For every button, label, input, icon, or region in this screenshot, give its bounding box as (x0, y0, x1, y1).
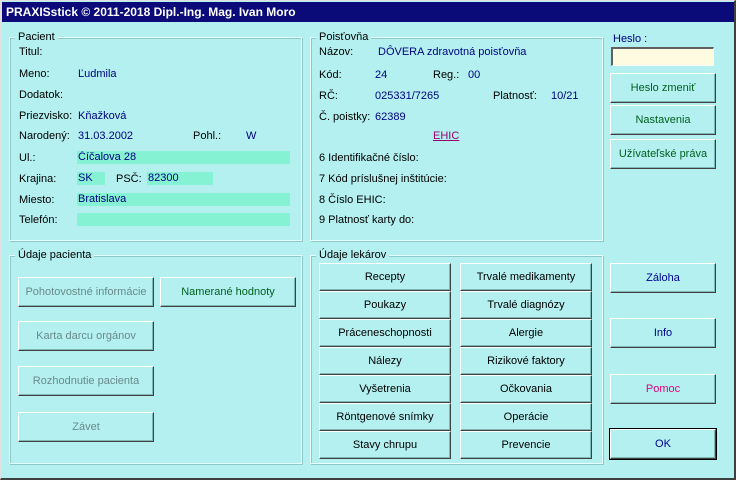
change-password-button[interactable]: Heslo zmeniť (610, 73, 716, 103)
insurer-code-value: 24 (375, 69, 388, 81)
policy-label: Č. poistky: (319, 111, 371, 123)
birth-label: Narodený: (19, 130, 70, 142)
dental-status-button[interactable]: Stavy chrupu (319, 431, 451, 459)
password-label: Heslo : (613, 33, 648, 45)
city-field[interactable]: Bratislava (77, 193, 290, 206)
vouchers-button[interactable]: Poukazy (319, 291, 451, 319)
reg-value: 00 (468, 69, 481, 81)
operations-button[interactable]: Operácie (460, 403, 592, 431)
sick-leave-button[interactable]: Práceneschopnosti (319, 319, 451, 347)
birth-value[interactable]: 31.03.2002 (78, 130, 134, 142)
city-label: Miesto: (19, 194, 55, 206)
sex-value[interactable]: W (246, 130, 257, 142)
country-label: Krajina: (19, 173, 57, 185)
country-field[interactable]: SK (77, 172, 105, 185)
reg-label: Reg.: (433, 69, 460, 81)
xray-images-button[interactable]: Röntgenové snímky (319, 403, 451, 431)
street-field[interactable]: Číčalova 28 (77, 151, 290, 164)
prescriptions-button[interactable]: Recepty (319, 263, 451, 291)
examinations-button[interactable]: Vyšetrenia (319, 375, 451, 403)
will-button[interactable]: Závet (18, 412, 154, 442)
organ-donor-card-button[interactable]: Karta darcu orgánov (18, 321, 154, 351)
permanent-diagnoses-button[interactable]: Trvalé diagnózy (460, 291, 592, 319)
ehic-institution-label: 7 Kód príslušnej inštitúcie: (319, 173, 447, 185)
rc-label: RČ: (319, 90, 338, 102)
doctor-data-legend: Údaje lekárov (316, 249, 389, 261)
surname-label: Priezvisko: (19, 110, 73, 122)
patient-decision-button[interactable]: Rozhodnutie pacienta (18, 366, 154, 396)
info-button[interactable]: Info (610, 318, 716, 348)
help-button[interactable]: Pomoc (610, 374, 716, 404)
insurance-group-legend: Poisťovňa (316, 31, 371, 43)
insurer-name-value: DÔVERA zdravotná poisťovňa (378, 46, 527, 58)
emergency-info-button[interactable]: Pohotovostné informácie (18, 277, 154, 307)
vaccinations-button[interactable]: Očkovania (460, 375, 592, 403)
sex-label: Pohl.: (193, 130, 222, 142)
insurer-code-label: Kód: (319, 69, 342, 81)
street-label: Ul.: (19, 152, 36, 164)
policy-value: 62389 (375, 111, 406, 123)
first-name-label: Meno: (19, 68, 50, 80)
rc-value: 025331/7265 (375, 90, 440, 102)
patient-data-legend: Údaje pacienta (15, 249, 94, 261)
ehic-link[interactable]: EHIC (433, 130, 460, 142)
psc-label: PSČ: (116, 173, 142, 185)
patient-group-legend: Pacient (15, 31, 58, 43)
phone-field[interactable] (77, 213, 290, 226)
surname-value[interactable]: Kňažková (78, 110, 127, 122)
settings-button[interactable]: Nastavenia (610, 105, 716, 135)
addendum-label: Dodatok: (19, 89, 64, 101)
allergies-button[interactable]: Alergie (460, 319, 592, 347)
ehic-expiry-label: 9 Platnosť karty do: (319, 214, 415, 226)
ehic-id-label: 6 Identifikačné číslo: (319, 152, 419, 164)
password-input[interactable] (611, 47, 714, 66)
validity-value: 10/21 (551, 90, 579, 102)
user-rights-button[interactable]: Užívateľské práva (610, 139, 716, 169)
permanent-medication-button[interactable]: Trvalé medikamenty (460, 263, 592, 291)
ehic-number-label: 8 Číslo EHIC: (319, 194, 386, 206)
measured-values-button[interactable]: Namerané hodnoty (160, 277, 296, 307)
ok-button[interactable]: OK (610, 429, 716, 459)
risk-factors-button[interactable]: Rizikové faktory (460, 347, 592, 375)
psc-field[interactable]: 82300 (147, 172, 213, 185)
title-label: Titul: (19, 46, 43, 58)
first-name-value[interactable]: Ľudmila (78, 68, 117, 80)
validity-label: Platnosť: (493, 90, 537, 102)
window-title: PRAXISstick © 2011-2018 Dipl.-Ing. Mag. Ivan Moro (2, 2, 734, 22)
phone-label: Telefón: (19, 214, 58, 226)
insurer-name-label: Názov: (319, 46, 354, 58)
findings-button[interactable]: Nálezy (319, 347, 451, 375)
prevention-button[interactable]: Prevencie (460, 431, 592, 459)
backup-button[interactable]: Záloha (610, 263, 716, 293)
